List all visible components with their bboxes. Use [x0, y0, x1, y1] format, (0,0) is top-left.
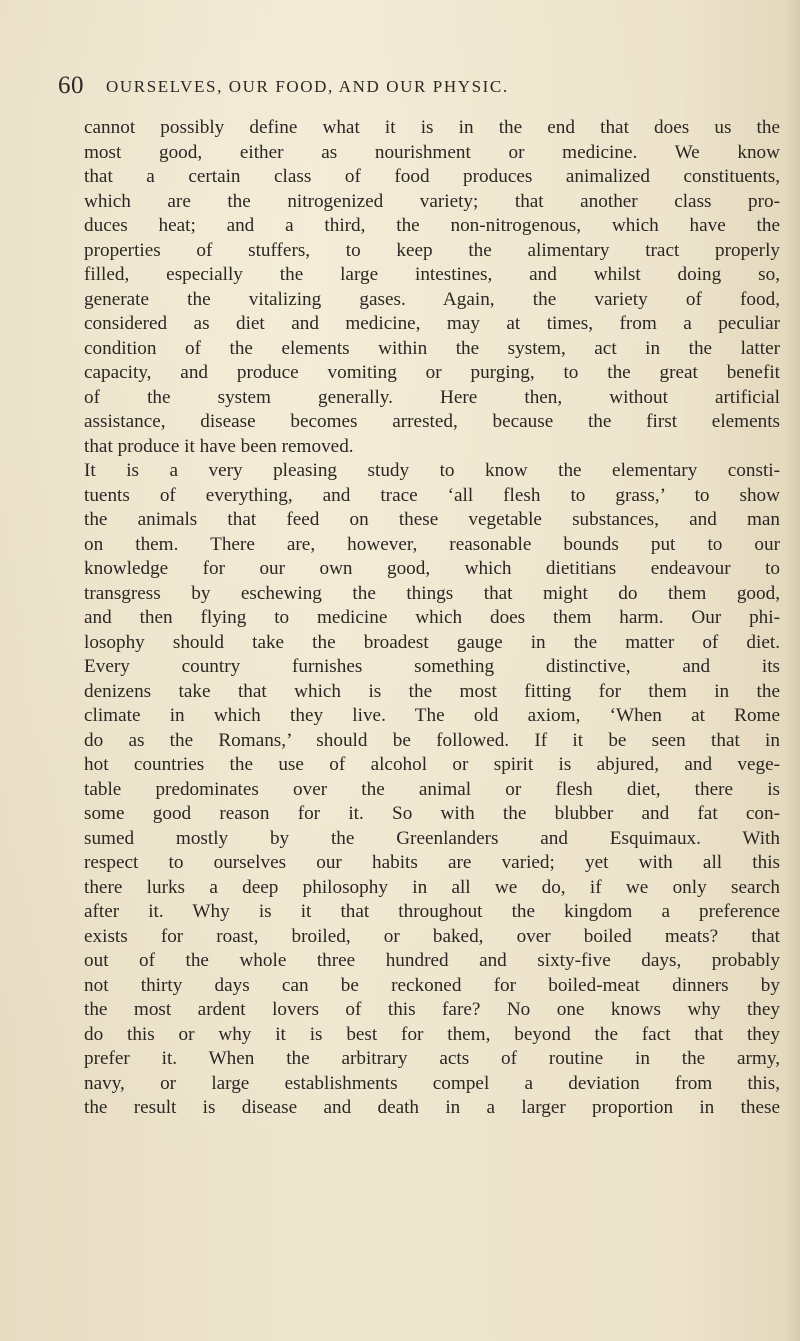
text-line: and then flying to medicine which does them harm. Our phi-: [84, 607, 780, 628]
body-text: [84, 116, 780, 1121]
text-line: properties of stuffers, to keep the alimentary tract properly: [84, 239, 780, 261]
text-line: on them. There are, however, reasonable bounds put to our: [84, 533, 780, 555]
text-line: of the system generally. Here then, without artificial: [84, 386, 780, 408]
text-line: tuents of everything, and trace ‘all flesh to grass,’ to show: [84, 484, 780, 506]
text-line: respect to ourselves our habits are varied; yet with all this: [84, 852, 780, 873]
page-edge-shadow: [786, 0, 800, 1341]
text-line: capacity, and produce vomiting or purging, to the great benefit: [84, 362, 780, 383]
text-line: navy, or large establishments compel a deviation from this,: [84, 1072, 780, 1094]
text-line: filled, especially the large intestines, and whilst doing so,: [84, 264, 780, 285]
text-line: assistance, disease becomes arrested, because the first elements: [84, 411, 780, 432]
text-line: that produce it have been removed.: [84, 435, 354, 457]
running-title: OURSELVES, OUR FOOD, AND OUR PHYSIC.: [106, 77, 509, 96]
text-line: the animals that feed on these vegetable substances, and man: [84, 509, 780, 530]
text-line: after it. Why is it that throughout the kingdom a preference: [84, 901, 780, 922]
text-line: losophy should take the broadest gauge in the matter of diet.: [84, 631, 780, 653]
text-line: not thirty days can be reckoned for boiled-meat dinners by: [84, 974, 780, 996]
page-header: [58, 72, 698, 106]
text-line: climate in which they live. The old axiom, ‘When at Rome: [84, 705, 780, 726]
text-line: which are the nitrogenized variety; that another class pro-: [84, 190, 780, 212]
text-line: most good, either as nourishment or medicine. We know: [84, 141, 780, 163]
text-line: table predominates over the animal or flesh diet, there is: [84, 778, 780, 800]
text-line: generate the vitalizing gases. Again, the variety of food,: [84, 288, 780, 310]
text-line: knowledge for our own good, which dietitians endeavour to: [84, 558, 780, 579]
text-line: hot countries the use of alcohol or spirit is abjured, and vege-: [84, 754, 780, 775]
text-line: do this or why it is best for them, beyond the fact that they: [84, 1023, 780, 1045]
text-line: considered as diet and medicine, may at times, from a peculiar: [84, 313, 780, 334]
text-line: out of the whole three hundred and sixty-five days, probably: [84, 950, 780, 971]
text-line: exists for roast, broiled, or baked, over boiled meats? that: [84, 925, 780, 947]
text-line: duces heat; and a third, the non-nitrogenous, which have the: [84, 215, 780, 236]
text-line: that a certain class of food produces animalized constituents,: [84, 166, 780, 187]
text-line: condition of the elements within the system, act in the latter: [84, 337, 780, 359]
text-line: Every country furnishes something distinctive, and its: [84, 656, 780, 677]
text-line: denizens take that which is the most fitting for them in the: [84, 680, 780, 702]
text-line: cannot possibly define what it is in the end that does us the: [84, 117, 780, 138]
text-line: the most ardent lovers of this fare? No one knows why they: [84, 999, 780, 1020]
text-line: the result is disease and death in a larger proportion in these: [84, 1097, 780, 1118]
page-number: 60: [58, 72, 84, 99]
text-line: transgress by eschewing the things that might do them good,: [84, 582, 780, 604]
text-line: sumed mostly by the Greenlanders and Esquimaux. With: [84, 827, 780, 849]
text-line: do as the Romans,’ should be followed. If it be seen that in: [84, 729, 780, 751]
text-line: some good reason for it. So with the blubber and fat con-: [84, 803, 780, 824]
text-line: prefer it. When the arbitrary acts of routine in the army,: [84, 1048, 780, 1069]
text-line: there lurks a deep philosophy in all we do, if we only search: [84, 876, 780, 898]
text-line: It is a very pleasing study to know the elementary consti-: [84, 460, 780, 481]
